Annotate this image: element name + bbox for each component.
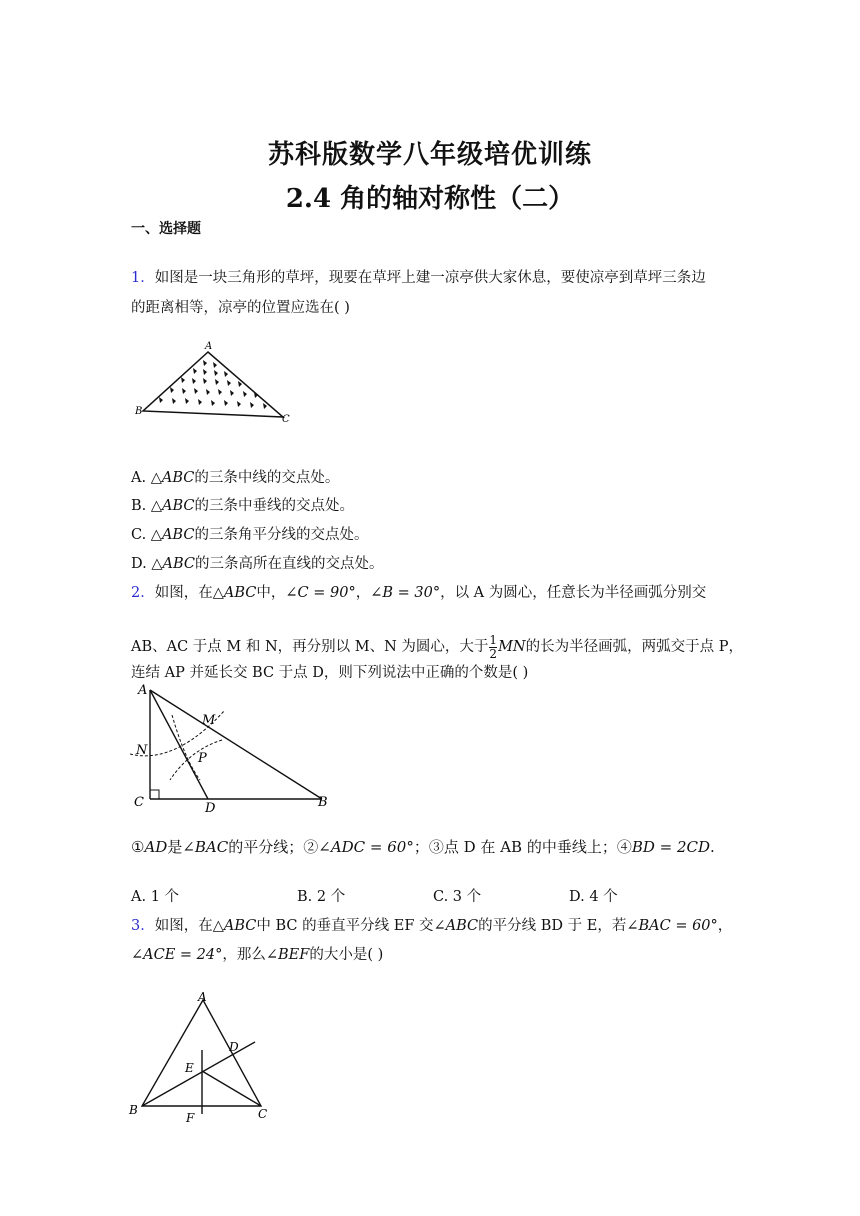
q1-text1: 如图是一块三角形的草坪，现要在草坪上建一凉亭供大家休息，要使凉亭到草坪三条边 [154, 270, 706, 286]
q3-label-D: D [229, 1040, 239, 1054]
q3-label-A: A [198, 990, 207, 1004]
q2-statements: ①AD是∠BAC的平分线；②∠ADC = 60°；③点 D 在 AB 的中垂线上；④BD = 2CD. [131, 838, 715, 856]
q2-label-N: N [136, 743, 148, 758]
q2-label-P: P [198, 751, 207, 766]
q2-fraction: $\frac{1}{2}$ [489, 632, 498, 661]
q1-option-a: A. △ABC的三条中线的交点处。 [131, 470, 340, 486]
q1-label-C: C [282, 414, 290, 424]
q2-option-c: C. 3 个 [433, 889, 482, 905]
q1-number: 1． [131, 270, 155, 286]
document-title: 苏科版数学八年级培优训练 [267, 140, 592, 170]
grass-pattern [159, 360, 267, 409]
q3-label-F: F [186, 1111, 195, 1125]
q2-label-M: M [202, 713, 216, 728]
q1-label-B: B [135, 406, 143, 417]
q1-figure-lawn-triangle [135, 338, 295, 424]
q1-option-b: B. △ABC的三条中垂线的交点处。 [131, 498, 355, 514]
q2-line3: 连结 AP 并延长交 BC 于点 D，则下列说法中正确的个数是( ) [131, 665, 529, 681]
q2-option-a: A. 1 个 [131, 889, 180, 905]
q1-label-A: A [205, 341, 213, 352]
section-heading: 一、选择题 [131, 221, 201, 237]
q2-option-b: B. 2 个 [297, 889, 346, 905]
q2-line2: AB、AC 于点 M 和 N，再分别以 M、N 为圆心，大于 $\frac{1}{2}$ MN的长为半径画弧，两弧交于点 P， [131, 632, 743, 661]
q2-figure-angle-bisector [130, 680, 340, 815]
q2-option-d: D. 4 个 [569, 889, 618, 905]
q3-label-E: E [185, 1061, 194, 1075]
q3-line1: 3．如图，在△ABC中 BC 的垂直平分线 EF 交∠ABC的平分线 BD 于 E，若∠BAC = 60°， [131, 918, 733, 934]
q2-label-D: D [205, 801, 216, 815]
q1-option-c: C. △ABC的三条角平分线的交点处。 [131, 527, 369, 543]
document-subtitle: 2.4 角的轴对称性（二） [285, 184, 575, 214]
q2-label-C: C [134, 795, 144, 810]
q3-label-B: B [129, 1103, 138, 1117]
q3-label-C: C [258, 1107, 268, 1121]
q3-figure-triangle [125, 988, 285, 1128]
q2-label-A: A [138, 683, 148, 698]
q2-number: 2． [131, 585, 155, 601]
q2-line1: 2．如图，在△ABC中，∠C = 90°，∠B = 30°，以 A 为圆心，任意长为半径画弧分别交 [131, 585, 707, 601]
q2-label-B: B [318, 795, 328, 810]
q3-line2: ∠ACE = 24°，那么∠BEF的大小是( ) [131, 947, 384, 963]
q1-line1 [131, 266, 706, 287]
q1-option-d: D. △ABC的三条高所在直线的交点处。 [131, 556, 384, 572]
q3-number: 3． [131, 918, 155, 934]
q1-line2: 的距离相等，凉亭的位置应选在( ) [131, 300, 350, 316]
